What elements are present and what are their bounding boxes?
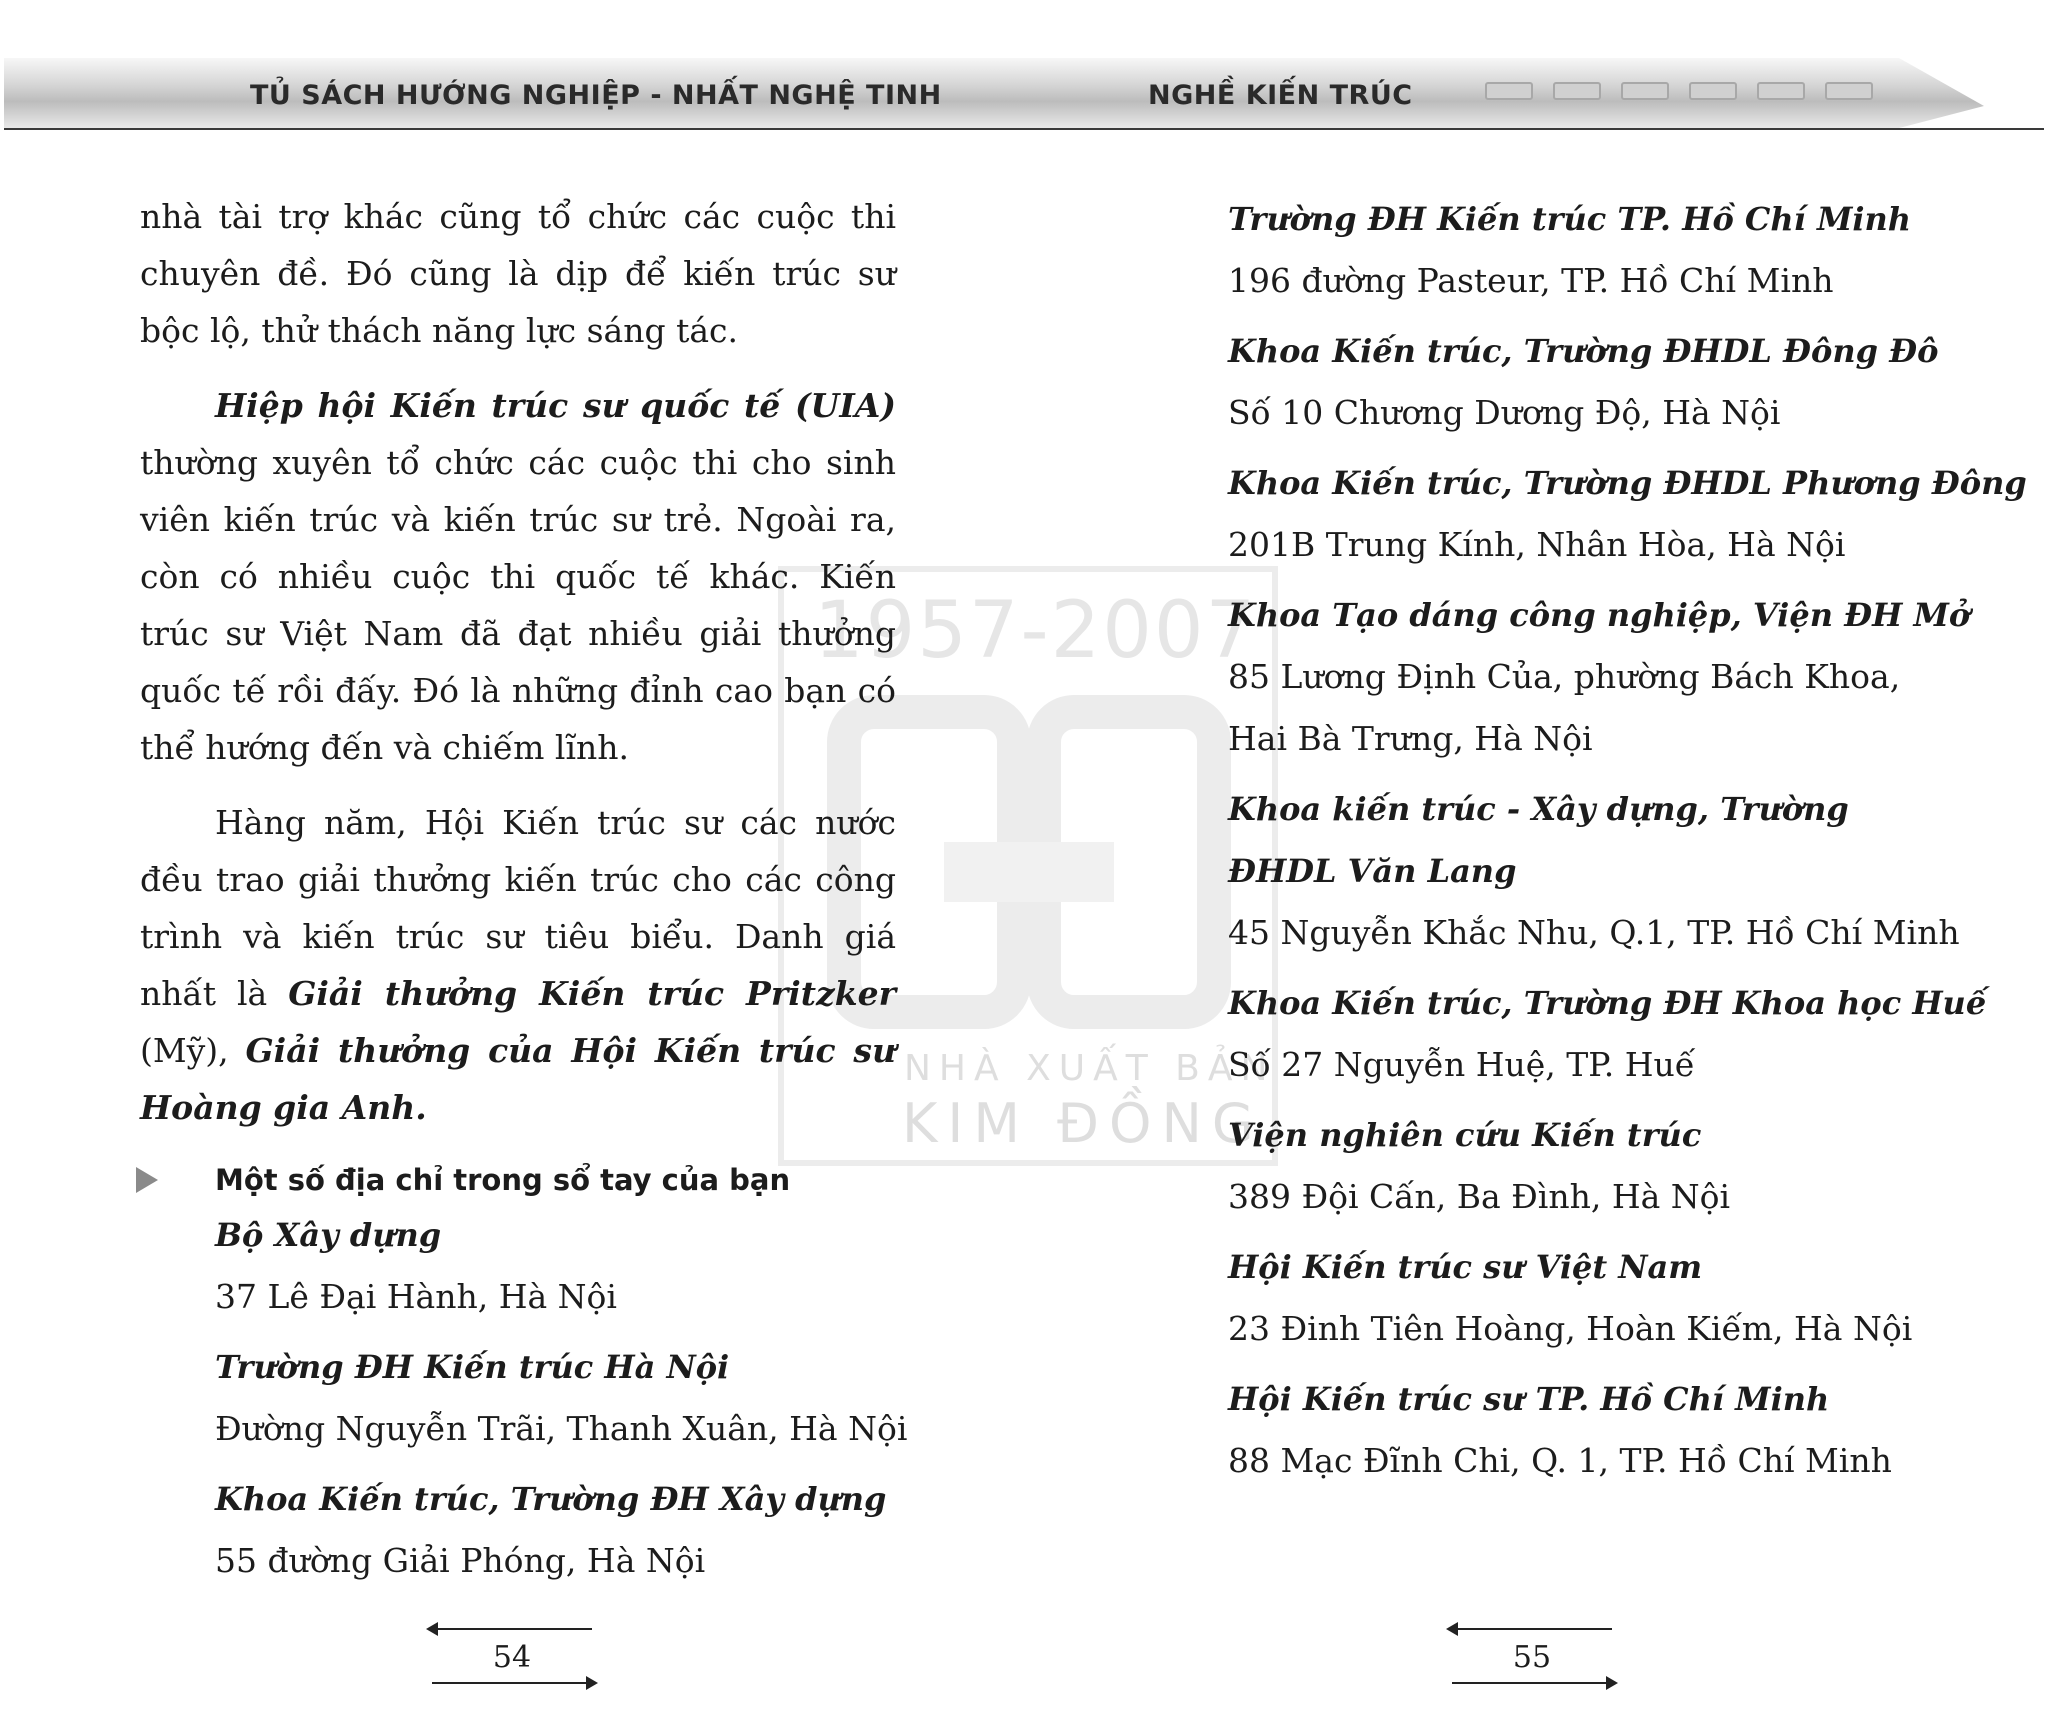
address-item	[1228, 452, 2027, 576]
header-decoration	[1485, 82, 1873, 100]
institution-name: Hội Kiến trúc sư Việt Nam	[1228, 1248, 1703, 1286]
left-arrow-icon	[1452, 1628, 1612, 1630]
institution-address: Đường Nguyễn Trãi, Thanh Xuân, Hà Nội	[215, 1409, 908, 1448]
institution-name: Khoa Tạo dáng công nghiệp, Viện ĐH Mở	[1228, 596, 1971, 634]
institution-name: Khoa kiến trúc - Xây dựng, Trường ĐHDL Văn Lang	[1228, 790, 1849, 890]
institution-name: Khoa Kiến trúc, Trường ĐHDL Phương Đông	[1228, 464, 2027, 502]
pritzker-award: Giải thưởng Kiến trúc Pritzker	[288, 974, 896, 1013]
page-number-text: 54	[492, 1640, 532, 1675]
left-page-column	[140, 188, 908, 1600]
riba-award: Giải thưởng của Hội Kiến trúc sư Hoàng gia Anh.	[140, 1031, 897, 1127]
watermark-publisher: NHÀ XUẤT BẢN	[904, 1048, 1276, 1089]
institution-address: Số 27 Nguyễn Huệ, TP. Huế	[1228, 1045, 1696, 1084]
paragraph-2-text: thường xuyên tổ chức các cuộc thi cho sinh viên kiến trúc và kiến trúc sư trẻ. Ngoài ra, còn có nhiều cuộc thi quốc tế khác. Kiến trúc sư Việt Nam đã đạt nhiều giải thưởng quốc tế rồi đấy. Đó là những đỉnh cao bạn có thể hướng đến và chiếm lĩnh.	[140, 443, 896, 767]
paragraph-3	[140, 794, 896, 1136]
address-item	[1228, 320, 1939, 444]
institution-name: Khoa Kiến trúc, Trường ĐH Khoa học Huế	[1228, 984, 1987, 1022]
address-item	[1228, 1368, 1928, 1492]
institution-name: Khoa Kiến trúc, Trường ĐHDL Đông Đô	[1228, 332, 1939, 370]
address-item	[1228, 1236, 1928, 1360]
series-title: TỦ SÁCH HƯỚNG NGHIỆP - NHẤT NGHỆ TINH	[250, 80, 942, 111]
institution-address: 88 Mạc Đĩnh Chi, Q. 1, TP. Hồ Chí Minh	[1228, 1441, 1892, 1480]
page-number-text: 55	[1512, 1640, 1552, 1675]
institution-name: Trường ĐH Kiến trúc TP. Hồ Chí Minh	[1228, 200, 1912, 238]
address-item	[1228, 188, 1928, 312]
address-list-left	[140, 1204, 908, 1592]
institution-address: 389 Đội Cấn, Ba Đình, Hà Nội	[1228, 1177, 1731, 1216]
institution-address: 201B Trung Kính, Nhân Hòa, Hà Nội	[1228, 525, 1846, 564]
institution-name: Viện nghiên cứu Kiến trúc	[1228, 1116, 1702, 1154]
institution-address: 23 Đinh Tiên Hoàng, Hoàn Kiếm, Hà Nội	[1228, 1309, 1913, 1348]
institution-name: Bộ Xây dựng	[215, 1216, 442, 1254]
address-item	[1228, 1104, 1928, 1228]
address-item	[1228, 584, 1971, 770]
right-arrow-icon	[432, 1682, 592, 1684]
institution-address: 45 Nguyễn Khắc Nhu, Q.1, TP. Hồ Chí Minh	[1228, 913, 1960, 952]
institution-name: Khoa Kiến trúc, Trường ĐH Xây dựng	[215, 1480, 887, 1518]
header-rule	[4, 128, 2044, 130]
institution-name: Hội Kiến trúc sư TP. Hồ Chí Minh	[1228, 1380, 1830, 1418]
address-section-heading	[140, 1156, 896, 1204]
triangle-bullet-icon	[136, 1167, 158, 1193]
address-item	[1228, 972, 1987, 1096]
institution-address: 55 đường Giải Phóng, Hà Nội	[215, 1541, 706, 1580]
right-arrow-icon	[1452, 1682, 1612, 1684]
institution-address: 196 đường Pasteur, TP. Hồ Chí Minh	[1228, 261, 1834, 300]
right-page-column	[1228, 188, 2027, 1500]
left-arrow-icon	[432, 1628, 592, 1630]
paragraph-3-mid: (Mỹ),	[140, 1031, 246, 1070]
address-item	[1228, 778, 1960, 964]
institution-address: 85 Lương Định Của, phường Bách Khoa, Hai Bà Trưng, Hà Nội	[1228, 657, 1901, 758]
book-title: NGHỀ KIẾN TRÚC	[1148, 80, 1413, 111]
institution-address: 37 Lê Đại Hành, Hà Nội	[215, 1277, 617, 1316]
institution-name: Trường ĐH Kiến trúc Hà Nội	[215, 1348, 730, 1386]
institution-address: Số 10 Chương Dương Độ, Hà Nội	[1228, 393, 1781, 432]
address-item	[215, 1204, 896, 1328]
paragraph-2	[140, 377, 896, 776]
paragraph-1: nhà tài trợ khác cũng tổ chức các cuộc thi chuyên đề. Đó cũng là dịp để kiến trúc sư bộc lộ, thử thách năng lực sáng tác.	[140, 197, 896, 350]
uia-name: Hiệp hội Kiến trúc sư quốc tế (UIA)	[215, 386, 896, 425]
section-title: Một số địa chỉ trong sổ tay của bạn	[215, 1163, 791, 1197]
page-number-right	[1452, 1626, 1612, 1686]
paragraph-3-start: Hàng năm, Hội Kiến trúc sư các nước đều trao giải thưởng kiến trúc cho các công trình và kiến trúc sư tiêu biểu. Danh giá nhất là	[140, 803, 896, 1013]
address-list-right	[1228, 188, 2027, 1492]
watermark-brand: KIM ĐỒNG	[902, 1092, 1264, 1155]
address-item	[215, 1336, 908, 1460]
watermark-years: 1957-2007	[814, 586, 1258, 676]
page-number-left	[432, 1626, 592, 1686]
address-item	[215, 1468, 896, 1592]
